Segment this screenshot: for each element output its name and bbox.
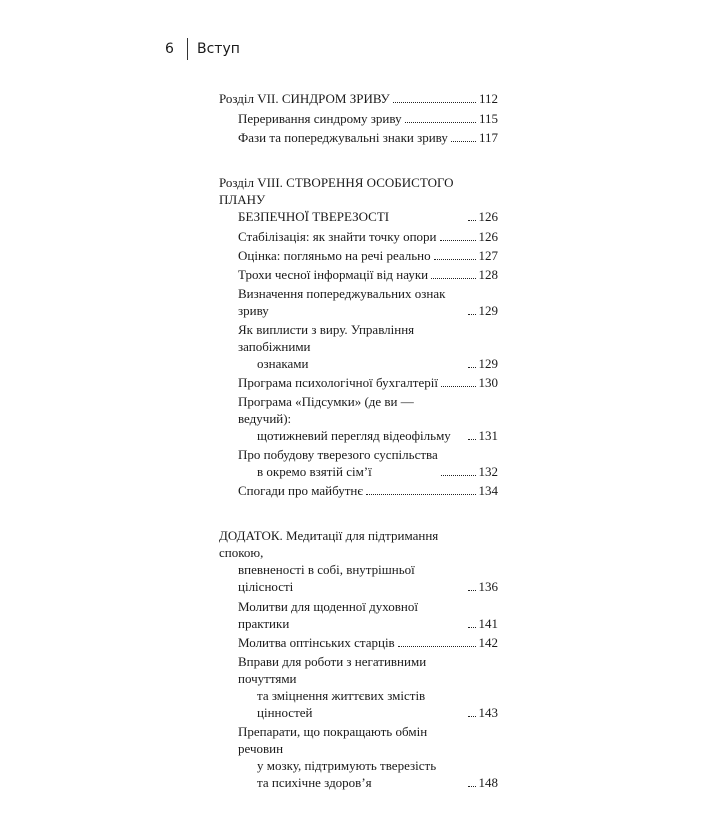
toc-title-line: у мозку, підтримують тверезість [257,758,437,773]
toc-entry[interactable] [219,446,498,480]
toc-page-number: 117 [478,130,498,145]
toc-title-line: Фази та попереджувальні знаки зриву [238,130,448,145]
dot-leader [441,386,476,387]
toc-title-line: Розділ VIII. СТВОРЕННЯ ОСОБИСТОГО ПЛАНУ [219,175,454,207]
toc-entry-title [238,723,465,791]
dot-leader [468,439,476,440]
toc-page-number: 127 [478,248,498,263]
toc-page-number: 115 [478,111,498,126]
dot-leader [468,716,476,717]
toc-entry[interactable] [219,247,498,264]
toc-page-number: 129 [478,303,498,318]
toc-page-number: 126 [478,229,498,244]
toc-section [219,90,498,146]
toc-title-line: ДОДАТОК. Медитації для підтримання спокою, [219,528,439,560]
toc-title-line: Як виплисти з виру. Управління запобіжними [238,322,415,354]
toc-entry[interactable] [219,129,498,146]
toc-entry-title [238,129,448,146]
toc-section [219,174,498,499]
toc-entry[interactable] [219,110,498,127]
toc-page-number: 129 [478,356,498,371]
toc-title-line: Молитви для щоденної духовної практики [238,599,418,631]
toc-title-line: Про побудову тверезого суспільства [238,447,438,462]
toc-chapter-entry[interactable] [219,174,498,225]
dot-leader [398,646,476,647]
toc-page-number: 136 [478,579,498,594]
toc-title-line: Препарати, що покращають обмін речовин [238,724,428,756]
running-header [165,38,240,60]
toc-page-number: 128 [478,267,498,282]
toc-title-line: Програма «Підсумки» (де ви — ведучий): [238,394,414,426]
toc-entry[interactable] [219,598,498,632]
dot-leader [393,102,476,103]
toc-title-line: щотижневий перегляд відеофільму [257,428,451,443]
toc-entry[interactable] [219,228,498,245]
toc-title-line: Оцінка: погляньмо на речі реально [238,248,431,263]
dot-leader [468,590,476,591]
dot-leader [468,220,476,221]
toc-title-line: БЕЗПЕЧНОЇ ТВЕРЕЗОСТІ [238,209,390,224]
toc-entry-title [238,110,402,127]
toc-entry-title [238,266,428,283]
table-of-contents [219,90,498,819]
toc-entry-title [238,247,431,264]
toc-entry-title [238,653,465,721]
toc-title-line: Стабілізація: як знайти точку опори [238,229,437,244]
toc-title-line: Спогади про майбутнє [238,483,363,498]
toc-entry[interactable] [219,393,498,444]
toc-title-line: та психічне здоров’я [257,775,372,790]
toc-title-line: Молитва оптінських старців [238,635,395,650]
dot-leader [431,278,475,279]
toc-title-line: цілісності [238,579,294,594]
dot-leader [468,786,476,787]
toc-entry[interactable] [219,266,498,283]
toc-title-line: Програма психологічної бухгалтерії [238,375,438,390]
toc-entry-title [238,393,465,444]
toc-page-number: 112 [478,91,498,106]
toc-title-line: Визначення попереджувальних ознак зриву [238,286,446,318]
toc-page-number: 142 [478,635,498,650]
toc-title-line: впевненості в собі, внутрішньої [238,562,415,577]
toc-page-number: 130 [478,375,498,390]
toc-entry-title [219,527,465,595]
toc-title-line: Розділ VII. СИНДРОМ ЗРИВУ [219,91,390,106]
toc-entry[interactable] [219,634,498,651]
dot-leader [468,627,476,628]
toc-entry-title [238,228,437,245]
section-title: Вступ [197,41,240,57]
toc-chapter-entry[interactable] [219,527,498,595]
toc-title-line: Переривання синдрому зриву [238,111,402,126]
toc-title-line: Трохи чесної інформації від науки [238,267,429,282]
toc-entry-title [238,321,465,372]
dot-leader [434,259,476,260]
toc-title-line: та зміцнення життєвих змістів цінностей [257,688,426,720]
toc-chapter-entry[interactable] [219,90,498,107]
toc-page-number: 141 [478,616,498,631]
dot-leader [366,494,476,495]
dot-leader [440,240,476,241]
toc-entry-title [219,90,390,107]
toc-entry-title [238,446,438,480]
dot-leader [405,122,476,123]
toc-page-number: 148 [478,775,498,790]
dot-leader [468,367,476,368]
toc-title-line: ознаками [257,356,309,371]
toc-title-line: Вправи для роботи з негативними почуттями [238,654,427,686]
toc-entry[interactable] [219,482,498,499]
toc-entry[interactable] [219,653,498,721]
toc-page-number: 131 [478,428,498,443]
toc-page-number: 132 [478,464,498,479]
toc-page-number: 143 [478,705,498,720]
dot-leader [451,141,476,142]
dot-leader [441,475,476,476]
toc-entry-title [238,598,465,632]
toc-entry[interactable] [219,374,498,391]
toc-entry-title [219,174,465,225]
header-divider [187,38,188,60]
toc-entry-title [238,285,465,319]
toc-page-number: 126 [478,209,498,224]
toc-entry[interactable] [219,285,498,319]
toc-page-number: 134 [478,483,498,498]
toc-entry-title [238,374,438,391]
toc-section [219,527,498,791]
toc-entry-title [238,482,363,499]
dot-leader [468,314,476,315]
toc-entry[interactable] [219,321,498,372]
toc-entry-title [238,634,395,651]
toc-title-line: в окремо взятій сім’ї [257,464,372,479]
page-number: 6 [165,41,174,57]
toc-entry[interactable] [219,723,498,791]
